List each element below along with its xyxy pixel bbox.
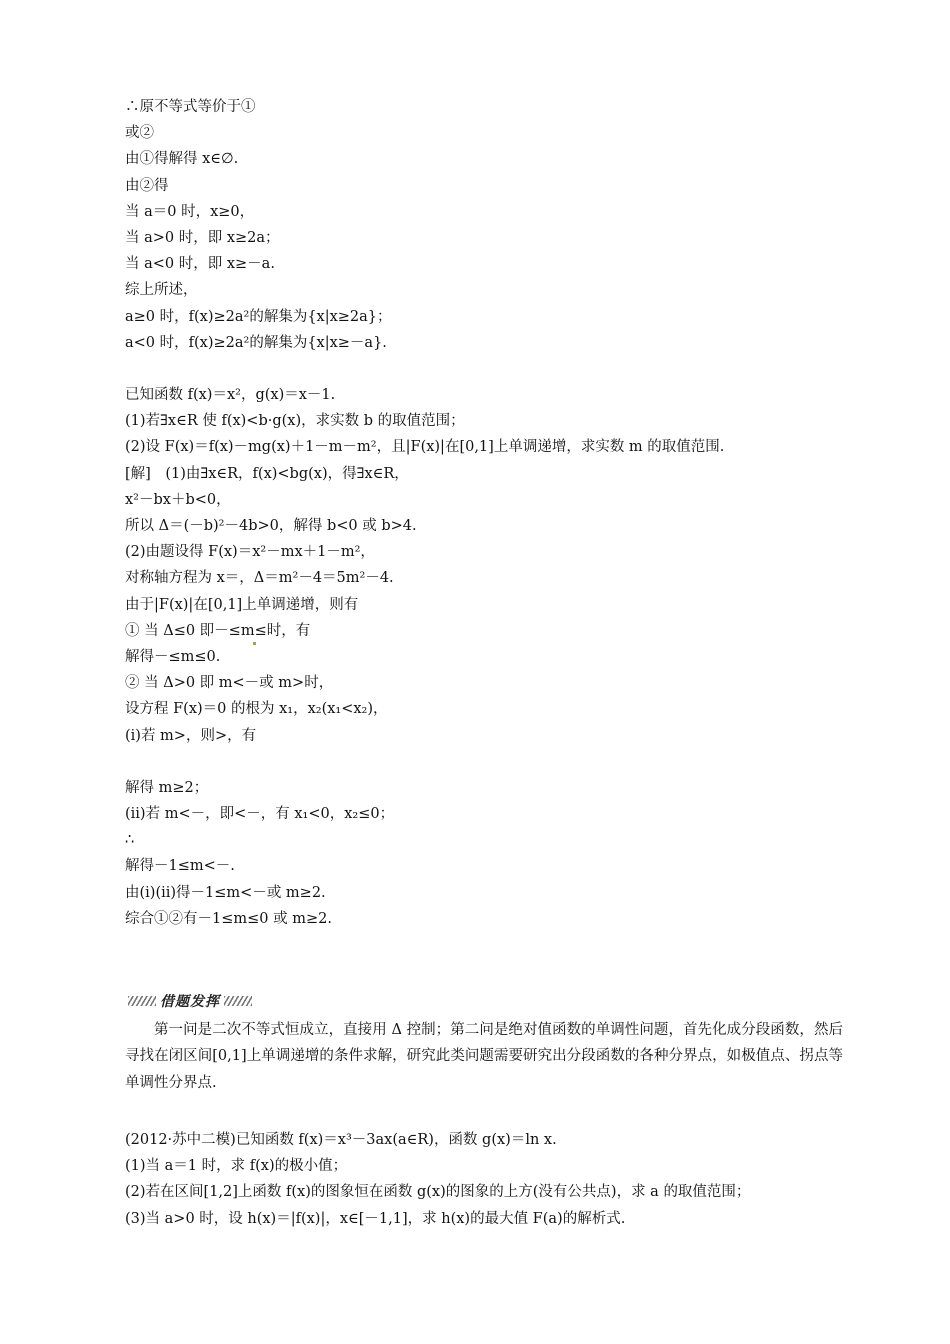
problem-title: 已知函数 f(x)＝x²，g(x)＝x－1. (125, 387, 336, 404)
banner-stripes-right (224, 996, 252, 1006)
next-problem-block (125, 1127, 840, 1232)
problem-part-3: (3)当 a>0 时，设 h(x)＝|f(x)|，x∈[－1,1]，求 h(x)的最大值 F(a)的解析式. (125, 1210, 626, 1227)
text-line: 当 a>0 时，即 x≥2a； (125, 229, 280, 246)
text-line: 对称轴方程为 x＝，Δ＝m²－4＝5m²－4. (125, 570, 394, 587)
text-line: ∴原不等式等价于① (125, 99, 256, 115)
blank-line (125, 356, 840, 382)
text-line: 解得－≤m≤0. (125, 648, 221, 665)
text-line: ∴ (125, 832, 135, 849)
banner-stripes-left (128, 996, 156, 1006)
banner-label: 借题发挥 (160, 994, 220, 1010)
text-line: (ⅱ)若 m<－，即<－，有 x₁<0，x₂≤0； (125, 806, 395, 823)
text-line: 由于|F(x)|在[0,1]上单调递增，则有 (125, 596, 359, 613)
problem-title: (2012·苏中二模)已知函数 f(x)＝x³－3ax(a∈R)，函数 g(x)＝ln x. (125, 1132, 557, 1148)
problem-part-2: (2)设 F(x)＝f(x)－mg(x)＋1－m－m²，且|F(x)|在[0,1]上单调递增，求实数 m 的取值范围. (125, 439, 725, 456)
solution-block (125, 94, 840, 932)
text-line: ① 当 Δ≤0 即－≤m≤时，有 (125, 622, 311, 639)
problem-part-1: (1)若∃x∈R 使 f(x)<b·g(x)，求实数 b 的取值范围； (125, 413, 465, 430)
text-line: 解得 m≥2； (125, 779, 209, 796)
text-line: 由②得 (125, 177, 169, 194)
stray-mark (253, 642, 256, 645)
text-line: 或② (125, 125, 154, 142)
solution-start: [解] (1)由∃x∈R，f(x)<bg(x)，得∃x∈R， (125, 465, 409, 482)
text-line: 解得－1≤m<－. (125, 858, 235, 875)
commentary-paragraph: 第一问是二次不等式恒成立，直接用 Δ 控制；第二问是绝对值函数的单调性问题，首先化成分段函数，然后寻找在闭区间[0,1]上单调递增的条件求解，研究此类问题需要研究出分段函数的各种分界点，如极值点、拐点等单调性分界点. (125, 1022, 843, 1091)
text-line: a<0 时，f(x)≥2a²的解集为{x|x≥－a}. (125, 334, 387, 351)
blank-line (125, 749, 840, 775)
text-line: 综上所述， (125, 282, 198, 299)
text-line: 综合①②有－1≤m≤0 或 m≥2. (125, 910, 332, 927)
text-line: 所以 Δ＝(－b)²－4b>0，解得 b<0 或 b>4. (125, 518, 417, 534)
text-line: a≥0 时，f(x)≥2a²的解集为{x|x≥2a}； (125, 308, 392, 325)
problem-part-2: (2)若在区间[1,2]上函数 f(x)的图象恒在函数 g(x)的图象的上方(没有公共点)，求 a 的取值范围； (125, 1184, 751, 1201)
text-line: 由(ⅰ)(ⅱ)得－1≤m<－或 m≥2. (125, 884, 326, 901)
text-line: 当 a＝0 时，x≥0， (125, 203, 255, 220)
text-line: (ⅰ)若 m>，则>，有 (125, 727, 257, 744)
text-line: (2)由题设得 F(x)＝x²－mx＋1－m²， (125, 544, 375, 561)
text-line: ② 当 Δ>0 即 m<－或 m>时， (125, 675, 334, 692)
text-line: 由①得解得 x∈∅. (125, 151, 239, 168)
problem-part-1: (1)当 a＝1 时，求 f(x)的极小值； (125, 1158, 348, 1175)
section-banner (128, 992, 252, 1010)
text-line: 当 a<0 时，即 x≥－a. (125, 256, 275, 273)
text-line: x²－bx＋b<0， (125, 491, 231, 508)
text-line: 设方程 F(x)＝0 的根为 x₁，x₂(x₁<x₂)， (125, 701, 388, 718)
